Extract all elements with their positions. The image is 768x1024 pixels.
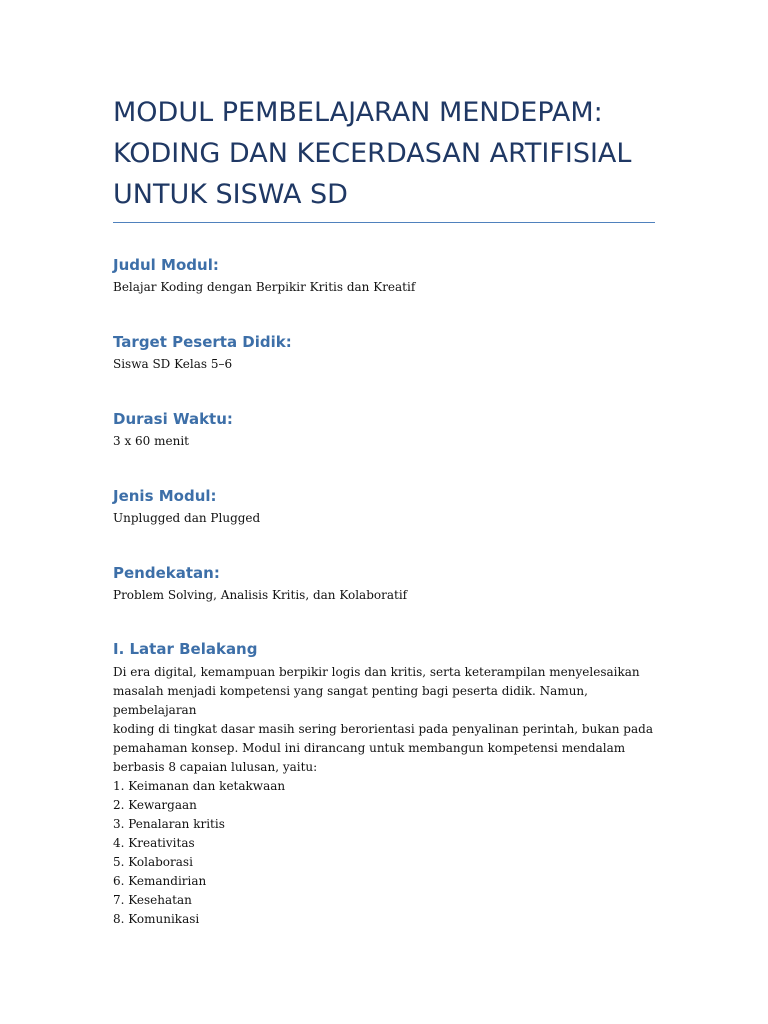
document-title: [113, 92, 655, 215]
paragraph-line: berbasis 8 capaian lulusan, yaitu:: [113, 760, 318, 774]
list-item: 2. Kewargaan: [113, 798, 197, 812]
title-line-3: UNTUK SISWA SD: [113, 179, 348, 210]
capaian-list: [113, 777, 655, 929]
list-item: 4. Kreativitas: [113, 836, 195, 850]
meta-value: Problem Solving, Analisis Kritis, dan Kolaboratif: [113, 588, 408, 602]
title-divider: [113, 222, 655, 223]
meta-label: Judul Modul:: [113, 256, 219, 274]
meta-value: Belajar Koding dengan Berpikir Kritis dan Kreatif: [113, 280, 416, 294]
list-item: 3. Penalaran kritis: [113, 817, 225, 831]
meta-label: Target Peserta Didik:: [113, 333, 292, 351]
list-item: 6. Kemandirian: [113, 874, 207, 888]
meta-jenis-modul: [113, 486, 655, 528]
meta-value: Unplugged dan Plugged: [113, 511, 261, 525]
list-item: 8. Komunikasi: [113, 912, 200, 926]
document-page: [113, 92, 655, 929]
meta-judul-modul: [113, 255, 655, 297]
title-line-2: KODING DAN KECERDASAN ARTIFISIAL: [113, 138, 632, 169]
paragraph-line: Di era digital, kemampuan berpikir logis dan kritis, serta keterampilan menyelesaikan: [113, 665, 640, 679]
section-heading: I. Latar Belakang: [113, 640, 258, 658]
meta-target-peserta: [113, 332, 655, 374]
list-item: 1. Keimanan dan ketakwaan: [113, 779, 286, 793]
list-item: 7. Kesehatan: [113, 893, 192, 907]
meta-value: 3 x 60 menit: [113, 434, 189, 448]
paragraph-line: pemahaman konsep. Modul ini dirancang untuk membangun kompetensi mendalam: [113, 741, 626, 755]
meta-value: Siswa SD Kelas 5–6: [113, 357, 233, 371]
paragraph-line: masalah menjadi kompetensi yang sangat penting bagi peserta didik. Namun, pembelajaran: [113, 684, 588, 717]
list-item: 5. Kolaborasi: [113, 855, 193, 869]
section-latar-belakang: [113, 639, 655, 929]
title-line-1: MODUL PEMBELAJARAN MENDEPAM:: [113, 97, 603, 128]
meta-pendekatan: [113, 563, 655, 605]
paragraph-line: koding di tingkat dasar masih sering berorientasi pada penyalinan perintah, bukan pada: [113, 722, 653, 736]
meta-label: Pendekatan:: [113, 564, 220, 582]
meta-durasi-waktu: [113, 409, 655, 451]
meta-label: Durasi Waktu:: [113, 410, 233, 428]
meta-label: Jenis Modul:: [113, 487, 217, 505]
body-paragraph: [113, 663, 655, 777]
